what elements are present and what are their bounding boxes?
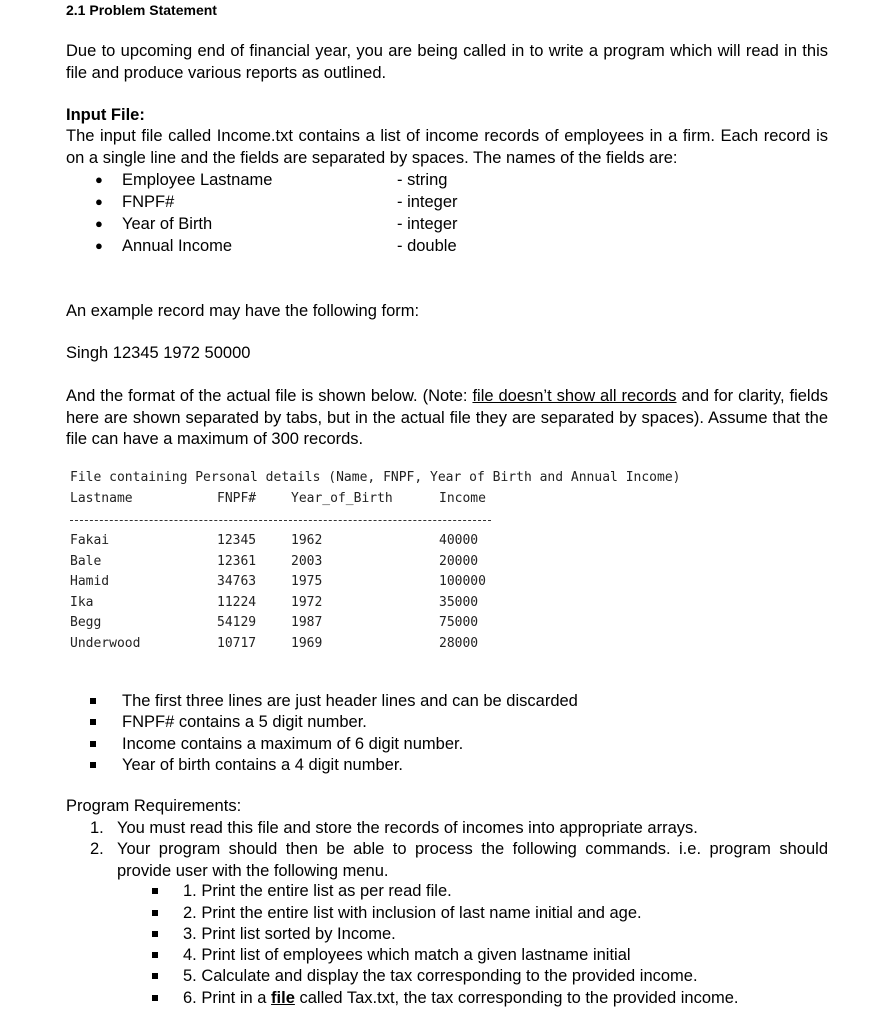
field-type: - integer bbox=[397, 215, 458, 233]
row-fnpf: 12361 bbox=[217, 554, 257, 569]
listing-header-fnpf: FNPF# bbox=[217, 491, 257, 506]
square-bullet-icon bbox=[152, 888, 158, 894]
row-fnpf: 54129 bbox=[217, 615, 257, 630]
bullet-icon: ● bbox=[95, 238, 103, 253]
format-note-after: and for clarity, fields here are shown separated by tabs, but in the actual file they are separated by spaces). Assume that the file can have a maximum of 300 records. bbox=[66, 387, 829, 448]
field-name: Employee Lastname bbox=[122, 171, 273, 189]
row-year: 1962 bbox=[291, 533, 323, 548]
format-note-before: And the format of the actual file is shown below. (Note: bbox=[66, 387, 473, 405]
field-name: Year of Birth bbox=[122, 215, 213, 233]
bullet-icon: ● bbox=[95, 172, 103, 187]
row-income: 20000 bbox=[439, 554, 479, 569]
menu-option-underlined: file bbox=[271, 989, 295, 1007]
menu-option-text: 1. Print the entire list as per read file. bbox=[183, 882, 452, 900]
intro-paragraph: Due to upcoming end of financial year, you are being called in to write a program which will read in this file and produce various reports as outlined. bbox=[66, 42, 828, 82]
listing-divider bbox=[70, 520, 491, 521]
menu-option-text: 2. Print the entire list with inclusion of last name initial and age. bbox=[183, 904, 642, 922]
requirement-text: You must read this file and store the records of incomes into appropriate arrays. bbox=[117, 819, 698, 837]
note-text: Year of birth contains a 4 digit number. bbox=[122, 756, 403, 774]
row-income: 100000 bbox=[439, 574, 486, 589]
row-fnpf: 34763 bbox=[217, 574, 257, 589]
requirement-number: 2. bbox=[90, 840, 104, 858]
requirement-text: Your program should then be able to process the following commands. i.e. program should provide user with the following menu. bbox=[117, 840, 828, 880]
field-name: Annual Income bbox=[122, 237, 233, 255]
square-bullet-icon bbox=[90, 719, 96, 725]
row-income: 75000 bbox=[439, 615, 479, 630]
listing-header-year: Year_of_Birth bbox=[291, 491, 393, 506]
row-year: 1987 bbox=[291, 615, 323, 630]
field-name: FNPF# bbox=[122, 193, 175, 211]
square-bullet-icon bbox=[152, 973, 158, 979]
example-intro: An example record may have the following form: bbox=[66, 302, 420, 320]
square-bullet-icon bbox=[152, 952, 158, 958]
row-lastname: Fakai bbox=[70, 533, 110, 548]
row-income: 35000 bbox=[439, 595, 479, 610]
row-lastname: Bale bbox=[70, 554, 102, 569]
note-text: Income contains a maximum of 6 digit number. bbox=[122, 735, 464, 753]
row-lastname: Underwood bbox=[70, 636, 141, 651]
row-income: 40000 bbox=[439, 533, 479, 548]
row-fnpf: 10717 bbox=[217, 636, 257, 651]
field-type: - string bbox=[397, 171, 448, 189]
menu-option-text bbox=[183, 988, 739, 1010]
menu-option-text: 5. Calculate and display the tax corresponding to the provided income. bbox=[183, 967, 698, 985]
bullet-icon: ● bbox=[95, 216, 103, 231]
square-bullet-icon bbox=[152, 995, 158, 1001]
square-bullet-icon bbox=[90, 741, 96, 747]
listing-header-lastname: Lastname bbox=[70, 491, 133, 506]
row-year: 1972 bbox=[291, 595, 323, 610]
format-note bbox=[66, 386, 828, 451]
note-text: The first three lines are just header lines and can be discarded bbox=[122, 692, 578, 710]
menu-option-before: 6. Print in a bbox=[183, 989, 272, 1007]
square-bullet-icon bbox=[90, 762, 96, 768]
menu-option-text: 3. Print list sorted by Income. bbox=[183, 925, 396, 943]
row-year: 1975 bbox=[291, 574, 323, 589]
listing-header-income: Income bbox=[439, 491, 486, 506]
row-year: 1969 bbox=[291, 636, 323, 651]
listing-title: File containing Personal details (Name, FNPF, Year of Birth and Annual Income) bbox=[70, 470, 681, 485]
input-file-heading: Input File: bbox=[66, 106, 145, 124]
requirement-number: 1. bbox=[90, 819, 104, 837]
row-year: 2003 bbox=[291, 554, 323, 569]
field-type: - integer bbox=[397, 193, 458, 211]
input-file-description: The input file called Income.txt contains a list of income records of employees in a firm. Each record is on a single line and the fields are separated by spaces. The names of the fields are: bbox=[66, 127, 828, 167]
note-text: FNPF# contains a 5 digit number. bbox=[122, 713, 367, 731]
square-bullet-icon bbox=[152, 931, 158, 937]
example-record: Singh 12345 1972 50000 bbox=[66, 344, 251, 362]
row-lastname: Ika bbox=[70, 595, 94, 610]
row-lastname: Hamid bbox=[70, 574, 110, 589]
row-income: 28000 bbox=[439, 636, 479, 651]
row-lastname: Begg bbox=[70, 615, 102, 630]
format-note-underlined: file doesn’t show all records bbox=[472, 387, 677, 405]
bullet-icon: ● bbox=[95, 194, 103, 209]
row-fnpf: 12345 bbox=[217, 533, 257, 548]
field-type: - double bbox=[397, 237, 457, 255]
row-fnpf: 11224 bbox=[217, 595, 257, 610]
requirements-heading: Program Requirements: bbox=[66, 797, 242, 815]
section-title: 2.1 Problem Statement bbox=[66, 2, 217, 18]
square-bullet-icon bbox=[152, 910, 158, 916]
menu-option-after: called Tax.txt, the tax corresponding to the provided income. bbox=[294, 989, 739, 1007]
menu-option-text: 4. Print list of employees which match a given lastname initial bbox=[183, 946, 631, 964]
square-bullet-icon bbox=[90, 698, 96, 704]
